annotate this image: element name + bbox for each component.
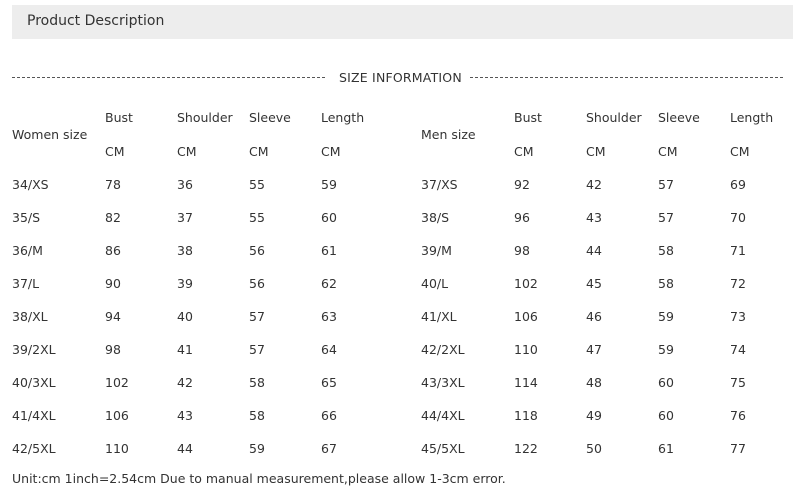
- men-column-header: Sleeve: [658, 110, 700, 125]
- women-value-cell: 66: [321, 408, 337, 423]
- men-unit-label: CM: [730, 144, 750, 159]
- men-unit-label: CM: [658, 144, 678, 159]
- women-size-label: Women size: [12, 127, 88, 142]
- men-value-cell: 73: [730, 309, 746, 324]
- women-size-cell: 34/XS: [12, 177, 49, 192]
- women-value-cell: 58: [249, 375, 265, 390]
- dashed-divider-right: [470, 77, 783, 78]
- women-value-cell: 42: [177, 375, 193, 390]
- women-value-cell: 78: [105, 177, 121, 192]
- women-value-cell: 65: [321, 375, 337, 390]
- women-value-cell: 67: [321, 441, 337, 456]
- women-value-cell: 64: [321, 342, 337, 357]
- women-value-cell: 37: [177, 210, 193, 225]
- men-value-cell: 60: [658, 408, 674, 423]
- women-value-cell: 43: [177, 408, 193, 423]
- men-value-cell: 59: [658, 309, 674, 324]
- men-value-cell: 71: [730, 243, 746, 258]
- men-value-cell: 98: [514, 243, 530, 258]
- women-size-cell: 42/5XL: [12, 441, 56, 456]
- men-value-cell: 57: [658, 210, 674, 225]
- women-value-cell: 36: [177, 177, 193, 192]
- men-value-cell: 70: [730, 210, 746, 225]
- women-value-cell: 94: [105, 309, 121, 324]
- men-size-cell: 40/L: [421, 276, 449, 291]
- header-title: Product Description: [27, 13, 165, 29]
- men-value-cell: 102: [514, 276, 538, 291]
- men-size-cell: 38/S: [421, 210, 450, 225]
- men-value-cell: 77: [730, 441, 746, 456]
- women-value-cell: 90: [105, 276, 121, 291]
- men-value-cell: 72: [730, 276, 746, 291]
- measurement-note: Unit:cm 1inch=2.54cm Due to manual measurement,please allow 1-3cm error.: [12, 471, 506, 486]
- women-value-cell: 59: [321, 177, 337, 192]
- men-value-cell: 46: [586, 309, 602, 324]
- women-unit-label: CM: [249, 144, 269, 159]
- men-size-cell: 41/XL: [421, 309, 457, 324]
- women-value-cell: 44: [177, 441, 193, 456]
- product-description-header: [12, 5, 793, 39]
- men-value-cell: 49: [586, 408, 602, 423]
- men-column-header: Length: [730, 110, 774, 125]
- women-value-cell: 55: [249, 210, 265, 225]
- men-value-cell: 48: [586, 375, 602, 390]
- women-value-cell: 58: [249, 408, 265, 423]
- women-value-cell: 63: [321, 309, 337, 324]
- women-value-cell: 38: [177, 243, 193, 258]
- men-value-cell: 74: [730, 342, 746, 357]
- men-column-header: Bust: [514, 110, 542, 125]
- women-size-cell: 35/S: [12, 210, 41, 225]
- women-value-cell: 110: [105, 441, 129, 456]
- men-value-cell: 122: [514, 441, 538, 456]
- women-column-header: Sleeve: [249, 110, 291, 125]
- men-value-cell: 118: [514, 408, 538, 423]
- men-size-cell: 42/2XL: [421, 342, 465, 357]
- men-value-cell: 50: [586, 441, 602, 456]
- men-value-cell: 96: [514, 210, 530, 225]
- women-value-cell: 62: [321, 276, 337, 291]
- men-value-cell: 110: [514, 342, 538, 357]
- men-value-cell: 47: [586, 342, 602, 357]
- women-value-cell: 102: [105, 375, 129, 390]
- women-value-cell: 60: [321, 210, 337, 225]
- women-value-cell: 55: [249, 177, 265, 192]
- men-value-cell: 75: [730, 375, 746, 390]
- men-size-cell: 43/3XL: [421, 375, 465, 390]
- men-unit-label: CM: [586, 144, 606, 159]
- men-value-cell: 45: [586, 276, 602, 291]
- women-value-cell: 61: [321, 243, 337, 258]
- women-value-cell: 86: [105, 243, 121, 258]
- women-size-cell: 36/M: [12, 243, 43, 258]
- men-value-cell: 76: [730, 408, 746, 423]
- women-value-cell: 82: [105, 210, 121, 225]
- men-value-cell: 106: [514, 309, 538, 324]
- women-unit-label: CM: [105, 144, 125, 159]
- women-size-cell: 41/4XL: [12, 408, 56, 423]
- women-value-cell: 59: [249, 441, 265, 456]
- women-value-cell: 56: [249, 276, 265, 291]
- women-column-header: Bust: [105, 110, 133, 125]
- men-value-cell: 59: [658, 342, 674, 357]
- men-value-cell: 92: [514, 177, 530, 192]
- women-size-cell: 39/2XL: [12, 342, 56, 357]
- men-value-cell: 60: [658, 375, 674, 390]
- women-column-header: Shoulder: [177, 110, 233, 125]
- women-value-cell: 56: [249, 243, 265, 258]
- men-value-cell: 42: [586, 177, 602, 192]
- men-column-header: Shoulder: [586, 110, 642, 125]
- women-value-cell: 40: [177, 309, 193, 324]
- men-value-cell: 43: [586, 210, 602, 225]
- men-size-cell: 45/5XL: [421, 441, 465, 456]
- women-value-cell: 39: [177, 276, 193, 291]
- dashed-divider-left: [12, 77, 325, 78]
- men-value-cell: 58: [658, 243, 674, 258]
- women-value-cell: 98: [105, 342, 121, 357]
- men-value-cell: 44: [586, 243, 602, 258]
- women-column-header: Length: [321, 110, 365, 125]
- section-title: SIZE INFORMATION: [339, 70, 462, 85]
- women-unit-label: CM: [321, 144, 341, 159]
- men-value-cell: 69: [730, 177, 746, 192]
- women-size-cell: 40/3XL: [12, 375, 56, 390]
- men-size-cell: 37/XS: [421, 177, 458, 192]
- men-unit-label: CM: [514, 144, 534, 159]
- women-unit-label: CM: [177, 144, 197, 159]
- men-value-cell: 114: [514, 375, 538, 390]
- women-value-cell: 57: [249, 309, 265, 324]
- women-size-cell: 38/XL: [12, 309, 48, 324]
- women-value-cell: 106: [105, 408, 129, 423]
- women-value-cell: 57: [249, 342, 265, 357]
- men-size-label: Men size: [421, 127, 476, 142]
- men-value-cell: 58: [658, 276, 674, 291]
- men-value-cell: 57: [658, 177, 674, 192]
- men-value-cell: 61: [658, 441, 674, 456]
- women-value-cell: 41: [177, 342, 193, 357]
- men-size-cell: 44/4XL: [421, 408, 465, 423]
- women-size-cell: 37/L: [12, 276, 40, 291]
- men-size-cell: 39/M: [421, 243, 452, 258]
